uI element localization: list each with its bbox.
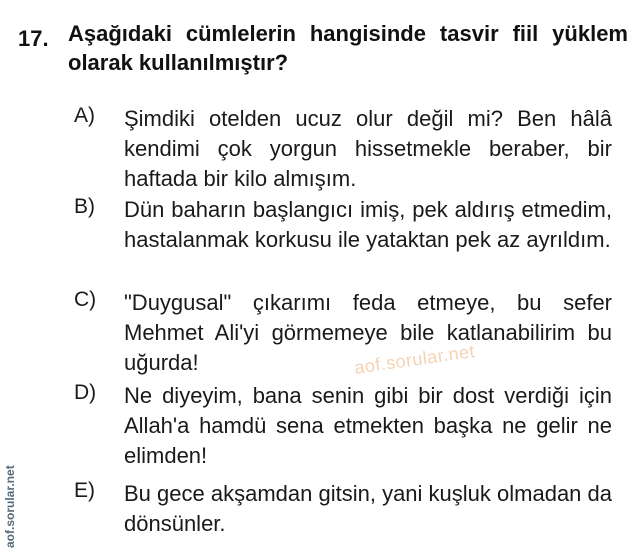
question-number: 17. (18, 26, 49, 51)
option-text: Dün baharın başlangıcı imiş, pek aldırış etmedim, hastalanmak korkusu ile yataktan pek az ayrıldım. (124, 197, 612, 252)
option-text: Şimdiki otelden ucuz olur değil mi? Ben hâlâ kendimi çok yorgun hissetmekle beraber, bir haftada bir kilo almışım. (124, 106, 612, 191)
option-letter: E) (74, 479, 95, 502)
watermark-center: aof.sorular.net (353, 341, 477, 378)
option-letter: C) (74, 288, 97, 311)
option-letter: D) (74, 381, 97, 404)
watermark-side: aof.sorular.net (3, 465, 17, 548)
option-text: Bu gece akşamdan gitsin, yani kuşluk olmadan da dönsünler. (124, 481, 612, 536)
option-letter: B) (74, 195, 95, 218)
option-letter: A) (74, 104, 95, 127)
question-stem: Aşağıdaki cümlelerin hangisinde tasvir fiil yüklem olarak kullanılmıştır? (68, 21, 628, 75)
option-text: Ne diyeyim, bana senin gibi bir dost verdiği için Allah'a hamdü sena etmekten başka ne gelir ne elimden! (124, 383, 612, 468)
option-text: "Duygusal" çıkarımı feda etmeye, bu sefer Mehmet Ali'yi görmemeye bile katlanabilirim bu uğurda! (124, 290, 612, 375)
